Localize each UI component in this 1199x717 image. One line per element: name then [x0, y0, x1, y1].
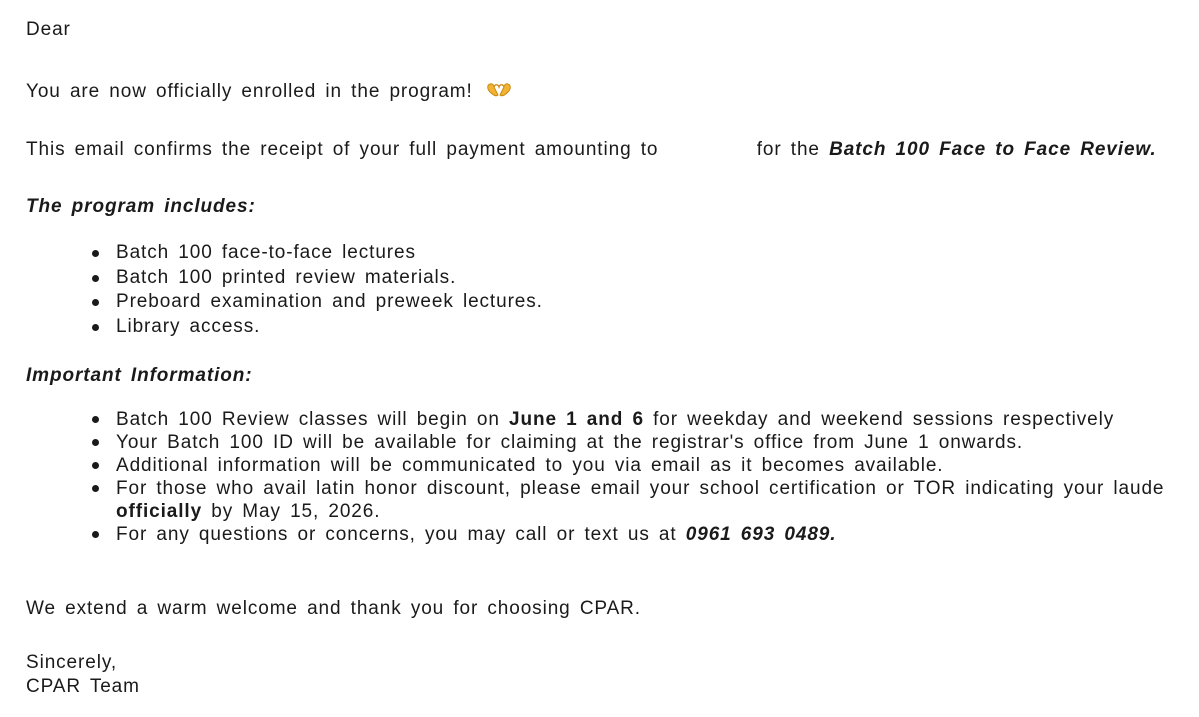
- info-heading: Important Information:: [26, 365, 253, 386]
- signoff: Sincerely,: [26, 652, 118, 673]
- list-item: Preboard examination and preweek lectures.: [26, 290, 1176, 315]
- for-the-text: for the: [756, 139, 820, 160]
- list-item: [26, 477, 1176, 523]
- info-list: [26, 408, 1176, 546]
- contact-phone: 0961 693 0489.: [685, 524, 837, 545]
- list-item: Library access.: [26, 315, 1176, 340]
- class-start-suffix: for weekday and weekend sessions respectively: [653, 409, 1115, 430]
- list-item: [26, 523, 1176, 546]
- signature: CPAR Team: [26, 676, 140, 697]
- greeting: Dear: [26, 19, 71, 40]
- welcome-message: We extend a warm welcome and thank you for choosing CPAR.: [26, 598, 641, 619]
- latin-honor-text: For those who avail latin honor discount, please email your school certification or TOR indicating your laude: [116, 478, 1165, 499]
- payment-confirmation: [26, 138, 1157, 161]
- list-item: Your Batch 100 ID will be available for claiming at the registrar's office from June 1 onwards.: [26, 431, 1176, 454]
- class-start-dates: June 1 and 6: [509, 409, 644, 430]
- enrolled-message: [26, 80, 512, 106]
- includes-heading: The program includes:: [26, 196, 256, 217]
- list-item: Additional information will be communicated to you via email as it becomes available.: [26, 454, 1176, 477]
- officially-emphasis: officially: [116, 501, 203, 522]
- contact-text: For any questions or concerns, you may call or text us at: [116, 524, 677, 545]
- list-item: Batch 100 face-to-face lectures: [26, 241, 1176, 266]
- includes-list: [26, 241, 1176, 339]
- list-item: [26, 408, 1176, 431]
- latin-honor-deadline: by May 15, 2026.: [211, 501, 381, 522]
- enrolled-text: You are now officially enrolled in the program!: [26, 81, 473, 102]
- heart-hands-icon: [486, 80, 512, 106]
- list-item: Batch 100 printed review materials.: [26, 266, 1176, 291]
- payment-text: This email confirms the receipt of your full payment amounting to: [26, 139, 659, 160]
- program-name: Batch 100 Face to Face Review.: [829, 139, 1157, 160]
- class-start-text: Batch 100 Review classes will begin on: [116, 409, 500, 430]
